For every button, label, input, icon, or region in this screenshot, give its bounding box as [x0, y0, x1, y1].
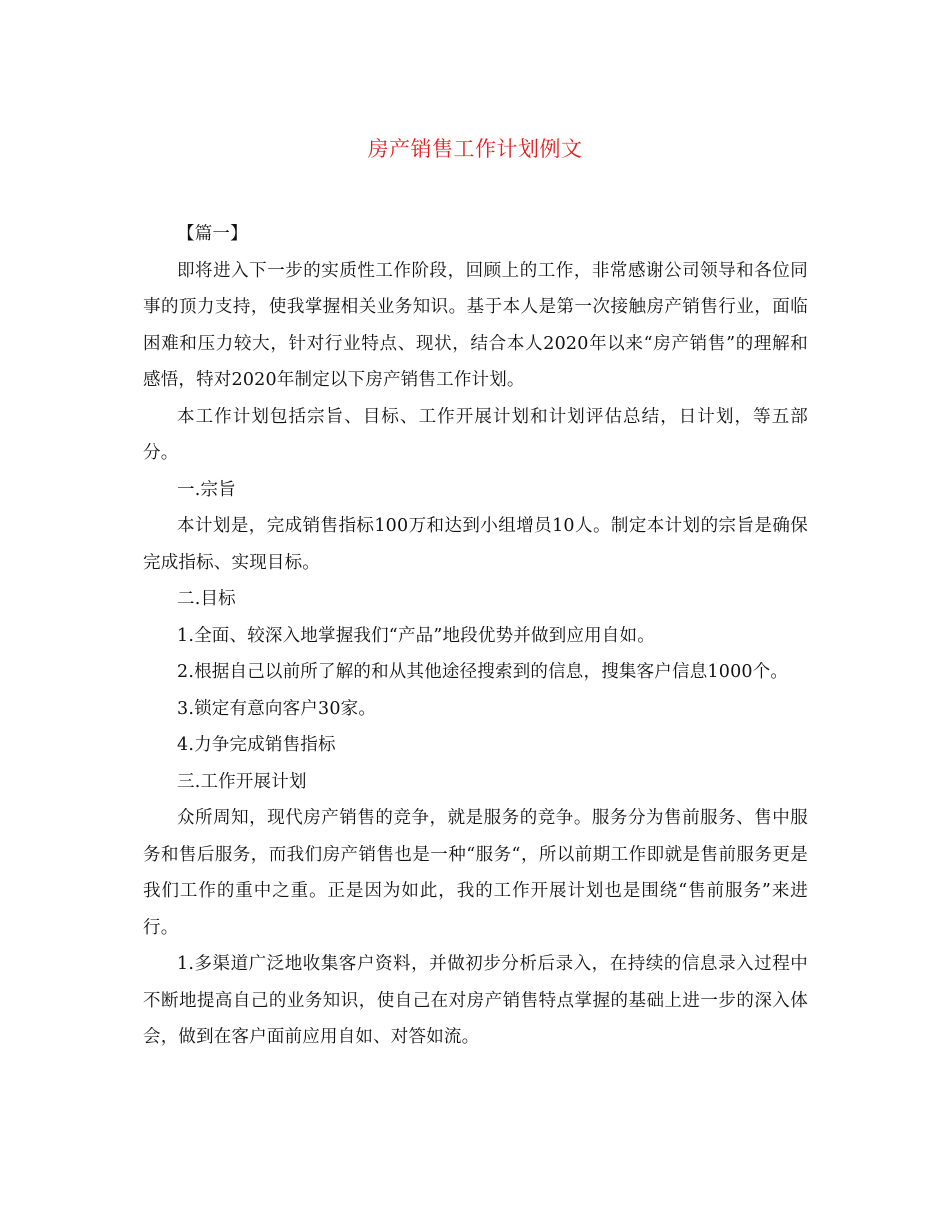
goal-item-1: 1.全面、较深入地掌握我们“产品”地段优势并做到应用自如。 [177, 625, 655, 646]
section-heading-goals: 二.目标 [177, 589, 236, 609]
work-plan-item-1: 1.多渠道广泛地收集客户资料，并做初步分析后录入，在持续的信息录入过程中不断地提高自己的业务知识，使自己在对房产销售特点掌握的基础上进一步的深入体会，做到在客户面前应用自如、对答如流。 [143, 954, 808, 1047]
paragraph-service-competition: 众所周知，现代房产销售的竞争，就是服务的竞争。服务分为售前服务、售中服务和售后服务，而我们房产销售也是一种“服务“，所以前期工作即就是售前服务更是我们工作的重中之重。正是因为如此，我的工作开展计划也是围绕“售前服务”来进行。 [143, 808, 808, 938]
goal-item-3: 3.锁定有意向客户30家。 [177, 698, 377, 719]
goal-item-2: 2.根据自己以前所了解的和从其他途径搜索到的信息，搜集客户信息1000个。 [177, 662, 789, 682]
paragraph-introduction: 即将进入下一步的实质性工作阶段，回顾上的工作，非常感谢公司领导和各位同事的顶力支持，使我掌握相关业务知识。基于本人是第一次接触房产销售行业，面临困难和压力较大，针对行业特点、现状，结合本人2020年以来“房产销售”的理解和感悟，特对2020年制定以下房产销售工作计划。 [143, 260, 808, 390]
paragraph-purpose: 本计划是，完成销售指标100万和达到小组增员10人。制定本计划的宗旨是确保完成指标、实现目标。 [143, 516, 808, 573]
section-heading-work-plan: 三.工作开展计划 [177, 771, 307, 792]
document-body [143, 216, 808, 1056]
section-heading-part-one: 【篇一】 [177, 224, 248, 244]
section-heading-purpose: 一.宗旨 [177, 479, 236, 500]
paragraph-plan-scope: 本工作计划包括宗旨、目标、工作开展计划和计划评估总结，日计划，等五部分。 [143, 406, 808, 463]
document-title: 房产销售工作计划例文 [367, 137, 583, 161]
goal-item-4: 4.力争完成销售指标 [177, 735, 336, 755]
